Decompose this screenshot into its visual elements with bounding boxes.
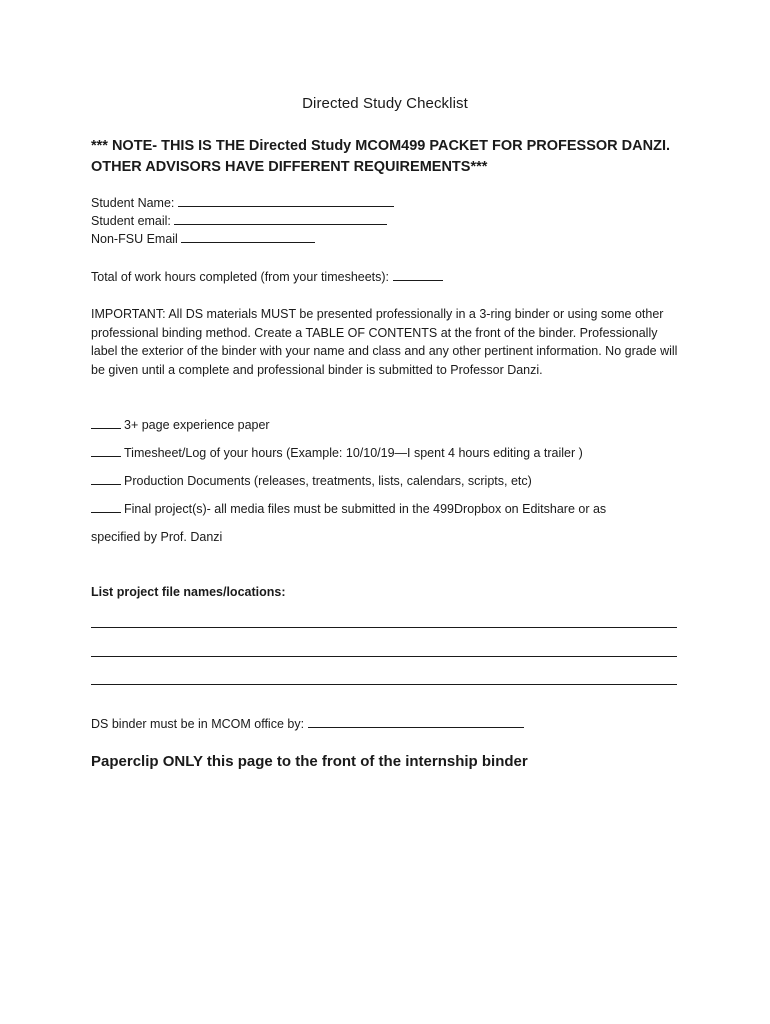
student-name-label: Student Name:	[91, 196, 175, 210]
paperclip-instruction: Paperclip ONLY this page to the front of the internship binder	[91, 753, 528, 770]
advisor-note: *** NOTE- THIS IS THE Directed Study MCOM499 PACKET FOR PROFESSOR DANZI. OTHER ADVISORS HAVE DIFFERENT REQUIREMENTS***	[91, 138, 670, 175]
non-fsu-email-field	[91, 230, 315, 248]
checklist-item-text: Production Documents (releases, treatments, lists, calendars, scripts, etc)	[124, 474, 532, 488]
work-hours-label: Total of work hours completed (from your timesheets):	[91, 270, 390, 284]
student-email-field	[91, 212, 387, 230]
student-name-blank[interactable]	[178, 194, 394, 207]
work-hours-blank[interactable]	[393, 268, 443, 281]
file-names-line[interactable]	[91, 684, 677, 685]
checklist-item	[91, 444, 583, 462]
student-email-blank[interactable]	[174, 212, 387, 225]
file-names-line[interactable]	[91, 656, 677, 657]
student-name-field	[91, 194, 394, 212]
deadline-blank[interactable]	[308, 715, 524, 728]
non-fsu-email-label: Non-FSU Email	[91, 232, 178, 246]
checklist-item	[91, 500, 606, 518]
checklist-blank[interactable]	[91, 444, 121, 457]
non-fsu-email-blank[interactable]	[181, 230, 315, 243]
file-names-line[interactable]	[91, 627, 677, 628]
list-heading: List project file names/locations:	[91, 585, 286, 599]
important-paragraph: IMPORTANT: All DS materials MUST be presented professionally in a 3-ring binder or using some other professional binding method. Create a TABLE OF CONTENTS at the front of the binder. Professionally label the exterior of the binder with your name and class and any other pertinent information. No grade will be given until a complete and professional binder is submitted to Professor Danzi.	[91, 307, 678, 377]
checklist-item-text: 3+ page experience paper	[124, 418, 270, 432]
checklist-item	[91, 472, 532, 490]
deadline-field	[91, 715, 524, 733]
checklist-item	[91, 416, 270, 434]
document-title: Directed Study Checklist	[302, 95, 468, 112]
checklist-blank[interactable]	[91, 472, 121, 485]
checklist-continuation: specified by Prof. Danzi	[91, 530, 223, 544]
checklist-blank[interactable]	[91, 500, 121, 513]
checklist-blank[interactable]	[91, 416, 121, 429]
student-email-label: Student email:	[91, 214, 171, 228]
checklist-item-text: Final project(s)- all media files must be submitted in the 499Dropbox on Editshare or as	[124, 502, 607, 516]
work-hours-field	[91, 268, 443, 286]
deadline-label: DS binder must be in MCOM office by:	[91, 717, 305, 731]
checklist-item-text: Timesheet/Log of your hours (Example: 10/10/19—I spent 4 hours editing a trailer )	[124, 446, 583, 460]
